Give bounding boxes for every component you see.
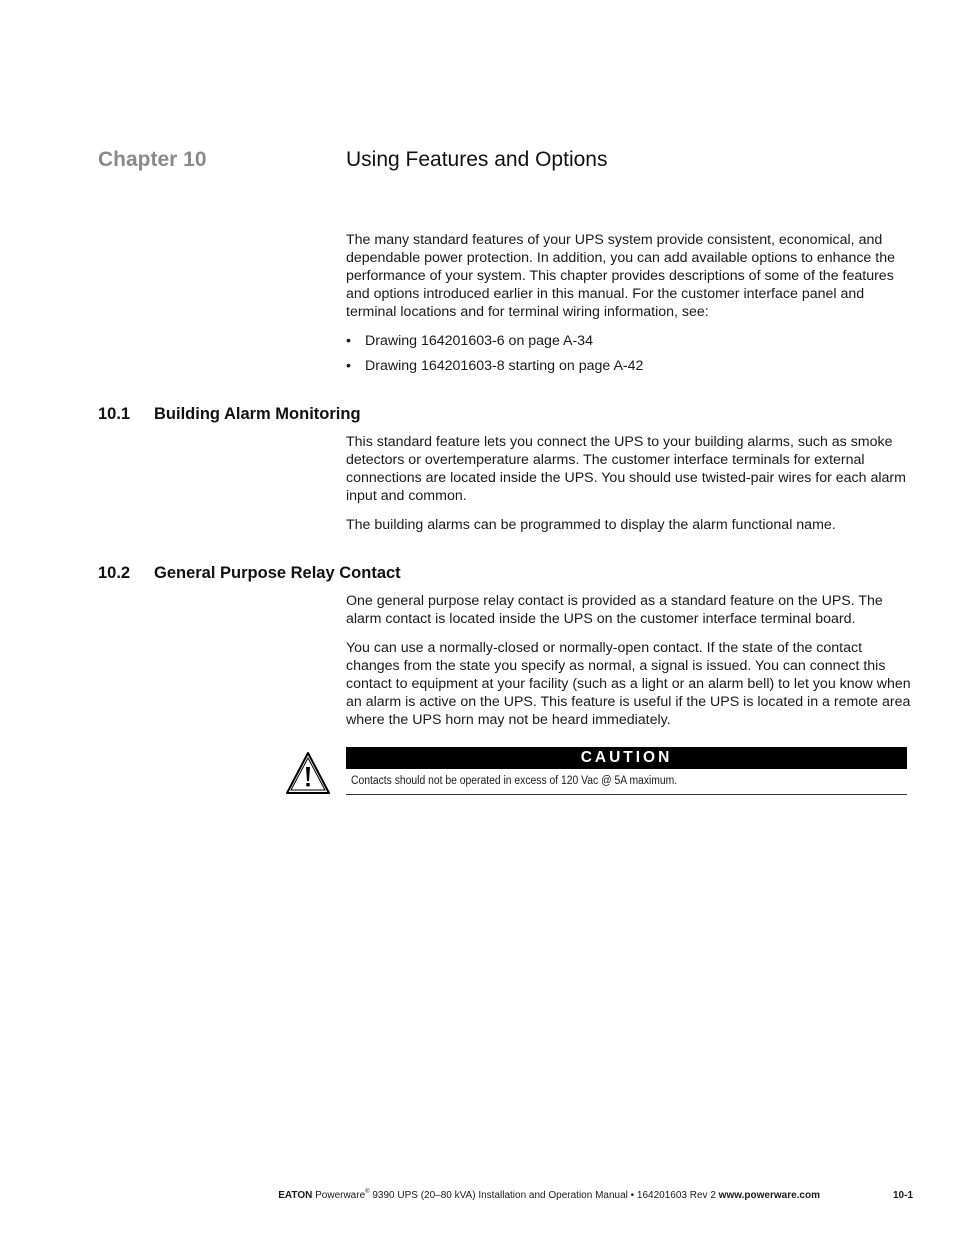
section-heading-10-2: [98, 564, 401, 583]
intro-bullet-list: [346, 332, 914, 375]
list-item: • Drawing 164201603-6 on page A-34: [346, 332, 914, 350]
section-10-2-paragraph-1: One general purpose relay contact is provided as a standard feature on the UPS. The alarm contact is located inside the UPS on the customer interface terminal board.: [346, 593, 883, 627]
section-number: 10.1: [98, 405, 131, 423]
footer-brand: EATON: [278, 1190, 313, 1201]
section-10-2-paragraph-2: You can use a normally-closed or normally-open contact. If the state of the contact changes from the state you specify as normal, a signal is issued. You can connect this contact to equipment at your facility (such as a light or an alarm bell) to let you know when an alarm is active on the UPS. This feature is useful if the UPS is located in a remote area where the UPS horn may not be heard immediately.: [346, 640, 911, 728]
caution-divider: [346, 794, 907, 795]
footer-manual-info: 9390 UPS (20–80 kVA) Installation and Operation Manual • 164201603 Rev 2: [369, 1190, 719, 1201]
section-heading-10-1: [98, 405, 361, 424]
footer-product: Powerware: [315, 1190, 366, 1201]
warning-triangle-icon: [286, 752, 330, 794]
page-number: 10-1: [892, 1190, 913, 1201]
section-10-1-paragraph-2: The building alarms can be programmed to display the alarm functional name.: [346, 517, 836, 533]
caution-text: Contacts should not be operated in excess of 120 Vac @ 5A maximum.: [351, 775, 678, 787]
caution-heading: CAUTION: [346, 747, 907, 769]
footer: [0, 1190, 820, 1201]
registered-mark: ®: [365, 1189, 370, 1195]
section-number: 10.2: [98, 564, 131, 582]
section-title: Building Alarm Monitoring: [154, 405, 361, 423]
intro-paragraph: The many standard features of your UPS system provide consistent, economical, and dependable power protection. In addition, you can add available options to enhance the performance of your system. This chapter provides descriptions of some of the features and options introduced earlier in this manual. For the customer interface panel and terminal locations and for terminal wiring information, see:: [346, 232, 895, 320]
chapter-title: Using Features and Options: [346, 148, 608, 171]
footer-website: www.powerware.com: [718, 1190, 820, 1201]
section-10-1-paragraph-1: This standard feature lets you connect the UPS to your building alarms, such as smoke detectors or overtemperature alarms. The customer interface terminals for external connections are located inside the UPS. You should use twisted-pair wires for each alarm input and common.: [346, 434, 906, 504]
section-title: General Purpose Relay Contact: [154, 564, 401, 582]
list-item: • Drawing 164201603-8 starting on page A-42: [346, 357, 914, 375]
chapter-label: Chapter 10: [98, 148, 207, 171]
